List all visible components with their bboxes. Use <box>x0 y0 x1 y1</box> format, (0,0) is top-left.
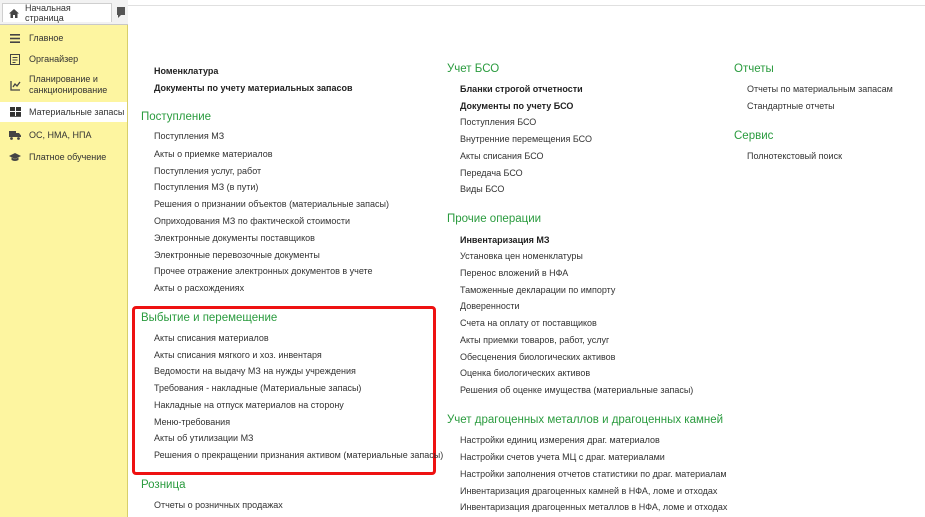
link-report-item[interactable]: Отчеты по материальным запасам <box>747 84 893 94</box>
link-bso-item[interactable]: Бланки строгой отчетности <box>460 84 583 94</box>
link-disposal-item[interactable]: Требования - накладные (Материальные запасы) <box>154 383 362 393</box>
sidebar-item-inventory[interactable] <box>0 102 127 122</box>
link-nomenclature[interactable]: Номенклатура <box>154 66 219 76</box>
link-disposal-item[interactable]: Ведомости на выдачу МЗ на нужды учреждения <box>154 366 356 376</box>
tab-home-label: Начальная страница <box>25 3 71 23</box>
sidebar-item-label: Органайзер <box>29 53 79 64</box>
link-receipt-item[interactable]: Электронные документы поставщиков <box>154 233 315 243</box>
notepad-icon <box>9 54 21 65</box>
sidebar-item-label: ОС, НМА, НПА <box>29 129 92 140</box>
link-receipt-item[interactable]: Акты о приемке материалов <box>154 149 273 159</box>
link-precious-item[interactable]: Настройки заполнения отчетов статистики по драг. материалам <box>460 469 727 479</box>
link-disposal-item[interactable]: Акты об утилизации МЗ <box>154 433 254 443</box>
link-service-item[interactable]: Полнотекстовый поиск <box>747 151 843 161</box>
link-precious-item[interactable]: Настройки единиц измерения драг. материалов <box>460 435 660 445</box>
section-title-retail: Розница <box>141 479 186 491</box>
link-bso-item[interactable]: Поступления БСО <box>460 117 537 127</box>
section-title-bso: Учет БСО <box>447 63 500 75</box>
link-precious-item[interactable]: Инвентаризация драгоценных металлов в НФА, ломе и отходах <box>460 502 728 512</box>
link-other-item[interactable]: Оценка биологических активов <box>460 368 591 378</box>
link-receipt-item[interactable]: Поступления МЗ <box>154 131 225 141</box>
link-bso-item[interactable]: Виды БСО <box>460 184 505 194</box>
section-title-other-operations: Прочие операции <box>447 213 542 225</box>
sidebar-item-label: Платное обучение <box>29 151 107 162</box>
link-receipt-item[interactable]: Электронные перевозочные документы <box>154 250 320 260</box>
sidebar-item-label: Материальные запасы <box>29 106 125 117</box>
section-title-precious-metals: Учет драгоценных металлов и драгоценных камней <box>447 414 724 426</box>
link-other-item[interactable]: Акты приемки товаров, работ, услуг <box>460 335 610 345</box>
menu-lines-icon <box>9 34 21 43</box>
speech-bubble-icon[interactable] <box>116 6 126 18</box>
link-bso-item[interactable]: Акты списания БСО <box>460 151 544 161</box>
link-receipt-item[interactable]: Решения о признании объектов (материальные запасы) <box>154 199 390 209</box>
link-bso-item[interactable]: Документы по учету БСО <box>460 101 574 111</box>
link-receipt-item[interactable]: Прочее отражение электронных документов в учете <box>154 266 373 276</box>
link-disposal-item[interactable]: Меню-требования <box>154 417 231 427</box>
link-other-item[interactable]: Доверенности <box>460 301 520 311</box>
sidebar-item-organizer[interactable] <box>0 50 127 68</box>
link-other-item[interactable]: Таможенные декларации по импорту <box>460 285 616 295</box>
link-other-item[interactable]: Перенос вложений в НФА <box>460 268 569 278</box>
link-disposal-item[interactable]: Акты списания материалов <box>154 333 269 343</box>
link-receipt-item[interactable]: Акты о расхождениях <box>154 283 245 293</box>
link-precious-item[interactable]: Инвентаризация драгоценных камней в НФА, ломе и отходах <box>460 486 718 496</box>
sidebar-item-planning[interactable] <box>0 72 127 98</box>
sidebar-item-fixed-assets[interactable] <box>0 126 127 144</box>
link-other-item[interactable]: Установка цен номенклатуры <box>460 251 583 261</box>
link-disposal-item[interactable]: Акты списания мягкого и хоз. инвентаря <box>154 350 322 360</box>
section-title-reports: Отчеты <box>734 63 774 75</box>
link-receipt-item[interactable]: Поступления МЗ (в пути) <box>154 182 259 192</box>
graduation-cap-icon <box>9 153 21 162</box>
sidebar <box>0 25 128 517</box>
link-bso-item[interactable]: Передача БСО <box>460 168 523 178</box>
link-retail-item[interactable]: Отчеты о розничных продажах <box>154 500 283 510</box>
link-disposal-item[interactable]: Решения о прекращении признания активом (материальные запасы) <box>154 450 444 460</box>
home-icon <box>9 9 19 18</box>
link-bso-item[interactable]: Внутренние перемещения БСО <box>460 134 592 144</box>
tab-home[interactable] <box>2 3 112 22</box>
content-top-divider <box>128 5 925 6</box>
link-disposal-item[interactable]: Накладные на отпуск материалов на сторону <box>154 400 344 410</box>
sidebar-item-label: Планирование и санкционирование <box>29 74 108 95</box>
link-other-item[interactable]: Решения об оценке имущества (материальные запасы) <box>460 385 694 395</box>
truck-icon <box>9 131 21 140</box>
planning-icon <box>9 80 21 91</box>
inventory-icon <box>9 107 21 117</box>
link-precious-item[interactable]: Настройки счетов учета МЦ с драг. материалами <box>460 452 665 462</box>
section-title-disposal: Выбытие и перемещение <box>141 312 278 324</box>
section-title-receipt: Поступление <box>141 111 212 123</box>
link-receipt-item[interactable]: Оприходования МЗ по фактической стоимости <box>154 216 351 226</box>
section-title-service: Сервис <box>734 130 774 142</box>
link-inventory-documents[interactable]: Документы по учету материальных запасов <box>154 83 353 93</box>
link-other-item[interactable]: Обесценения биологических активов <box>460 352 616 362</box>
link-other-item[interactable]: Счета на оплату от поставщиков <box>460 318 597 328</box>
link-receipt-item[interactable]: Поступления услуг, работ <box>154 166 262 176</box>
sidebar-item-paid-education[interactable] <box>0 148 127 166</box>
sidebar-item-main[interactable] <box>0 29 127 47</box>
link-report-item[interactable]: Стандартные отчеты <box>747 101 835 111</box>
link-other-item[interactable]: Инвентаризация МЗ <box>460 235 550 245</box>
sidebar-item-label: Главное <box>29 32 64 43</box>
top-tab-strip <box>0 0 128 25</box>
